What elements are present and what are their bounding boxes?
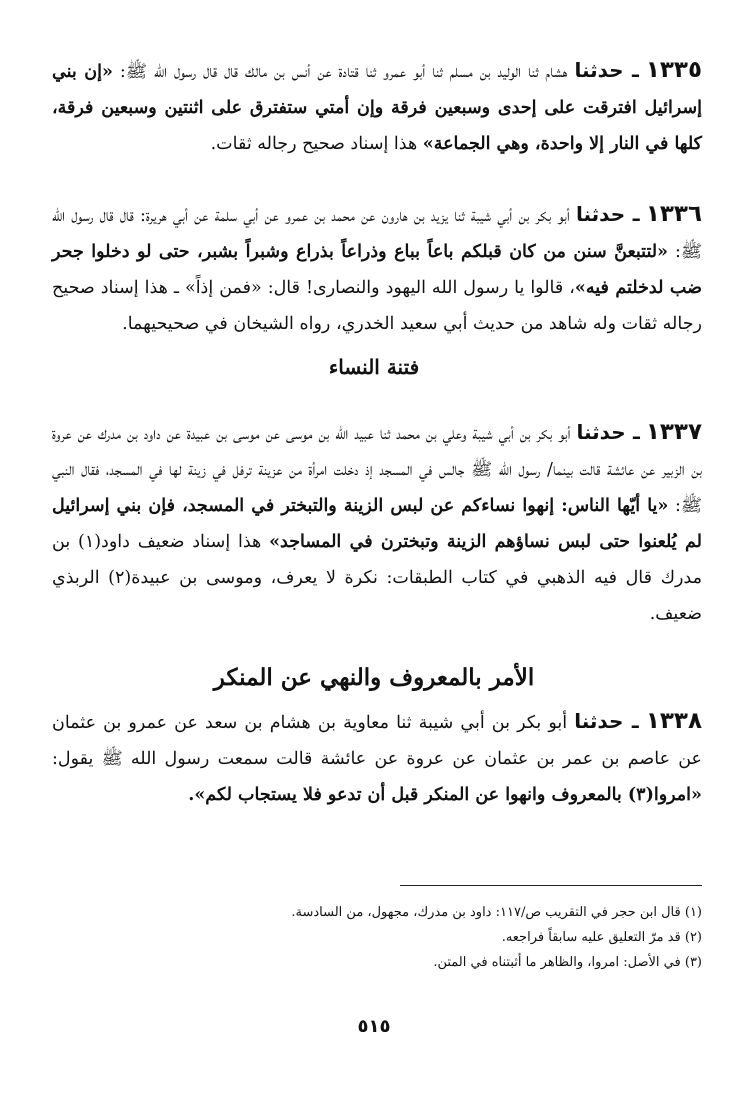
- hadith-1336: [52, 196, 702, 342]
- section-heading-fitnat-al-nisa: فتنة النساء: [328, 355, 420, 379]
- footnote-2: (٢) قد مرّ التعليق عليه سابقاً فراجعه.: [501, 930, 702, 945]
- page-number: ٥١٥: [357, 1016, 391, 1037]
- hadith-1337: [52, 414, 702, 632]
- hadith-keyword: ـ حدثنا: [575, 202, 640, 226]
- hadith-chain: أبو بكر بن أبي شيبة ثنا يزيد بن هارون عن محمد بن عمرو عن أبي سلمة عن أبي هريرة: قال قال رسول الله ﷺ:: [52, 206, 702, 262]
- hadith-grade: ، قالوا يا رسول الله اليهود والنصارى! قال: «فمن إذاً» ـ هذا إسناد صحيح رجاله ثقات وله شاهد من حديث أبي سعيد الخدري، رواه الشيخان في صحيحيهما.: [52, 278, 702, 334]
- hadith-keyword: ـ حدثنا: [574, 709, 639, 733]
- hadith-matn: «امروا(٣) بالمعروف وانهوا عن المنكر قبل أن تدعو فلا يستجاب لكم».: [188, 785, 702, 805]
- hadith-number: ١٣٣٨: [645, 708, 703, 734]
- section-heading-amr-bil-maruf: الأمر بالمعروف والنهي عن المنكر: [213, 664, 535, 691]
- hadith-1338: [52, 703, 702, 813]
- hadith-matn: «يا أيّها الناس: إنهوا نساءكم عن لبس الزينة والتبختر في المسجد، فإن بني إسرائيل لم يُلعنوا حتى لبس نساؤهم الزينة وتبخترن في المساجد»: [52, 496, 702, 552]
- hadith-matn: «لتتبعنَّ سنن من كان قبلكم باعاً بباع وذراعاً بذراع وشبراً بشبر، حتى لو دخلوا جحر ضب لدخلتم فيه»: [52, 242, 702, 298]
- hadith-number: ١٣٣٥: [645, 57, 702, 83]
- hadith-matn: «إن بني إسرائيل افترقت على إحدى وسبعين فرقة وإن أمتي ستفترق على اثنتين وسبعين فرقة، كلها في النار إلا واحدة، وهي الجماعة»: [52, 62, 702, 154]
- hadith-chain: أبو بكر بن أبي شيبة وعلي بن محمد ثنا عبيد الله بن موسى عن موسى بن عبيدة عن داود بن مدرك عن عروة بن الزبير عن عائشة قالت بينما/ رسول الله ﷺ جالس في المسجد إذ دخلت امرأة من عزينة ترفل في زينة لها في المسجد، فقال النبي ﷺ:: [52, 424, 702, 516]
- hadith-1335: [52, 52, 702, 162]
- footnote-1: (١) قال ابن حجر في التقريب ص/١١٧: داود بن مدرك، مجهول، من السادسة.: [291, 905, 702, 920]
- footnote-divider: [400, 885, 702, 886]
- hadith-chain: هشام ثنا الوليد بن مسلم ثنا أبو عمرو ثنا قتادة عن أنس بن مالك قال قال رسول الله ﷺ:: [112, 62, 575, 82]
- hadith-keyword: ـ حدثنا: [576, 420, 640, 444]
- hadith-grade: هذا إسناد صحيح رجاله ثقات.: [210, 134, 423, 154]
- hadith-chain: أبو بكر بن أبي شيبة ثنا معاوية بن هشام بن سعد عن عمرو بن عثمان عن عاصم بن عمر بن عثمان عن عروة عن عائشة قالت سمعت رسول الله ﷺ يقول:: [52, 713, 702, 769]
- footnote-3: (٣) في الأصل: امروا، والظاهر ما أثبتناه في المتن.: [433, 955, 702, 970]
- hadith-number: ١٣٣٧: [645, 419, 702, 445]
- hadith-number: ١٣٣٦: [645, 201, 702, 227]
- hadith-keyword: ـ حدثنا: [574, 58, 639, 82]
- hadith-grade: هذا إسناد ضعيف داود(١) بن مدرك قال فيه الذهبي في كتاب الطبقات: نكرة لا يعرف، وموسى بن عبيدة(٢) الربذي ضعيف.: [52, 532, 703, 624]
